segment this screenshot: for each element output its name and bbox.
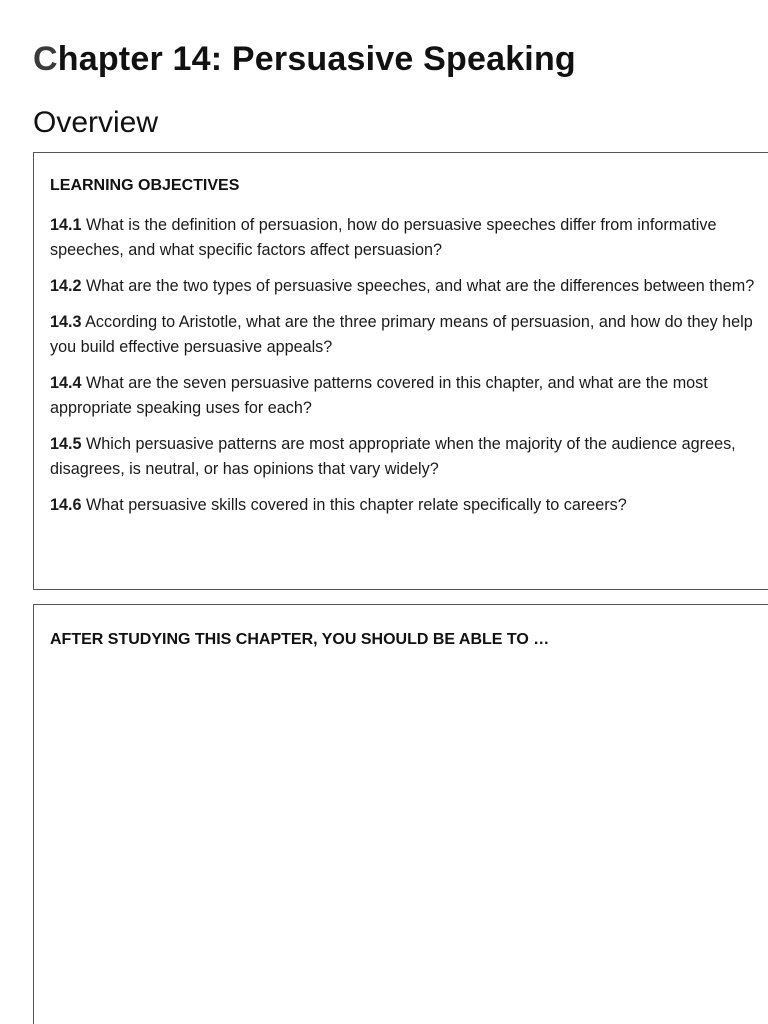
- learning-objectives-heading: LEARNING OBJECTIVES: [50, 177, 240, 194]
- page-title-first-letter: C: [33, 40, 58, 78]
- page-title: [33, 40, 576, 79]
- objective-item: [50, 310, 768, 360]
- objective-item: [50, 432, 768, 482]
- objective-item: [50, 493, 768, 518]
- objective-number: 14.1: [50, 216, 82, 234]
- objective-number: 14.5: [50, 435, 82, 453]
- objective-text: What persuasive skills covered in this chapter relate specifically to careers?: [81, 496, 627, 514]
- learning-objectives-list: [50, 213, 768, 529]
- learning-objectives-box: [33, 152, 768, 590]
- objective-number: 14.4: [50, 374, 82, 392]
- objective-number: 14.3: [50, 313, 82, 331]
- outcomes-box: [33, 604, 768, 1024]
- objective-item: [50, 213, 768, 263]
- objective-text: What are the seven persuasive patterns covered in this chapter, and what are the most appropriate speaking uses for each?: [50, 374, 708, 417]
- overview-heading: Overview: [33, 106, 159, 139]
- objective-text: What is the definition of persuasion, how do persuasive speeches differ from informative speeches, and what specific factors affect persuasion?: [50, 216, 717, 259]
- objective-item: [50, 274, 768, 299]
- page-title-rest: hapter 14: Persuasive Speaking: [57, 40, 576, 78]
- objective-number: 14.2: [50, 277, 82, 295]
- outcomes-heading: AFTER STUDYING THIS CHAPTER, YOU SHOULD BE ABLE TO …: [50, 631, 550, 648]
- objective-text: According to Aristotle, what are the three primary means of persuasion, and how do they help you build effective persuasive appeals?: [50, 313, 753, 356]
- objective-text: What are the two types of persuasive speeches, and what are the differences between them?: [81, 277, 755, 295]
- objective-number: 14.6: [50, 496, 82, 514]
- objective-text: Which persuasive patterns are most appropriate when the majority of the audience agrees, disagrees, is neutral, or has opinions that vary widely?: [50, 435, 736, 478]
- objective-item: [50, 371, 768, 421]
